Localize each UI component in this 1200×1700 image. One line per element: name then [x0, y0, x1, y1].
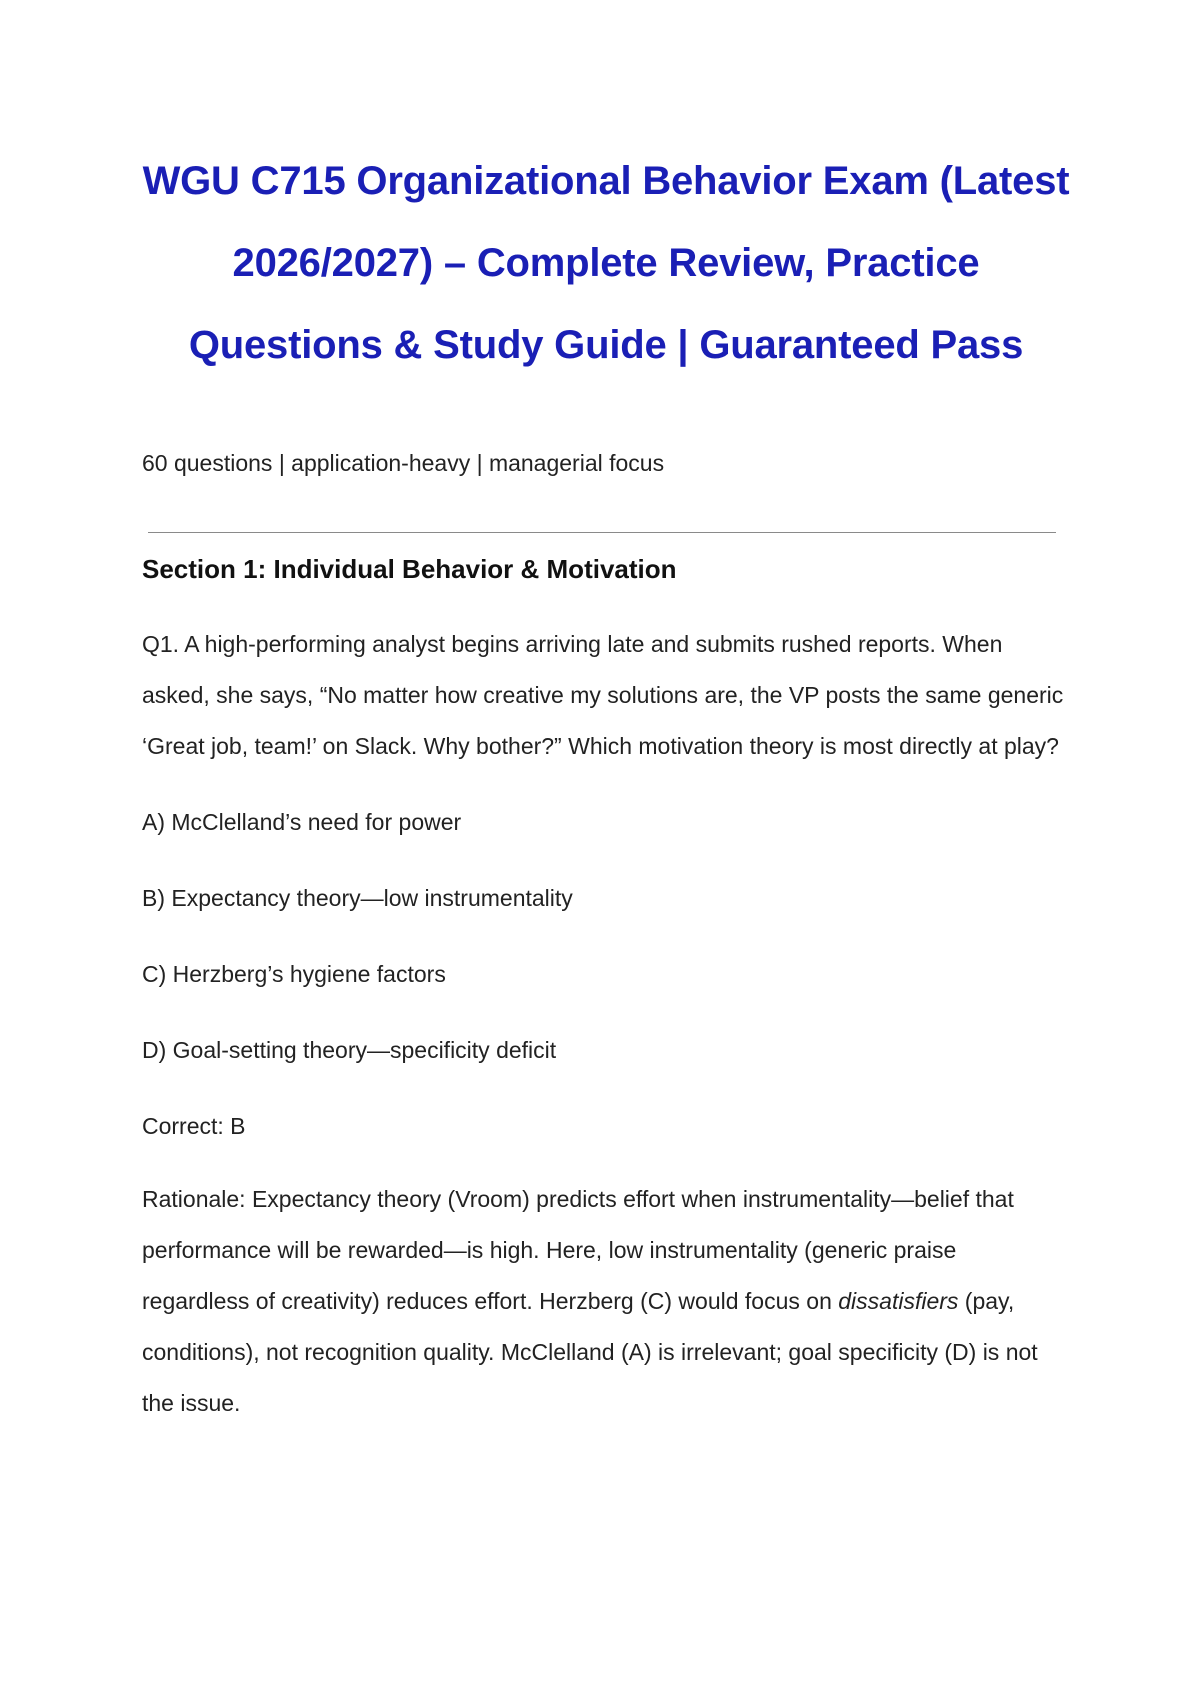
document-title: WGU C715 Organizational Behavior Exam (Latest 2026/2027) – Complete Review, Practice Questions & Study Guide | Guaranteed Pass: [142, 159, 1070, 367]
rationale-emphasis: dissatisfiers: [838, 1288, 959, 1314]
answer-option-d: D) Goal-setting theory—specificity deficit: [142, 1037, 557, 1063]
question-text: Q1. A high-performing analyst begins arriving late and submits rushed reports. When asked, she says, “No matter how creative my solutions are, the VP posts the same generic ‘Great job, team!’ on Slack. Why bother?” Which motivation theory is most directly at play?: [142, 631, 1064, 759]
answer-option-b: B) Expectancy theory—low instrumentality: [142, 885, 573, 911]
answer-option-a: A) McClelland’s need for power: [142, 809, 462, 835]
rationale-text: [142, 1174, 1070, 1429]
rationale-part-2: (pay, conditions), not recognition quality. McClelland (A) is irrelevant; goal specificity (D) is not the issue.: [142, 1288, 1038, 1416]
correct-answer: Correct: B: [142, 1113, 246, 1139]
answer-option-c: C) Herzberg’s hygiene factors: [142, 961, 446, 987]
horizontal-divider: [148, 532, 1056, 533]
rationale-part-1: Rationale: Expectancy theory (Vroom) predicts effort when instrumentality—belief that performance will be rewarded—is high. Here, low instrumentality (generic praise regardless of creativity) reduces effort. Herzberg (C) would focus on: [142, 1186, 1014, 1314]
section-heading: Section 1: Individual Behavior & Motivation: [142, 554, 677, 584]
document-subtitle: 60 questions | application-heavy | managerial focus: [142, 450, 665, 476]
